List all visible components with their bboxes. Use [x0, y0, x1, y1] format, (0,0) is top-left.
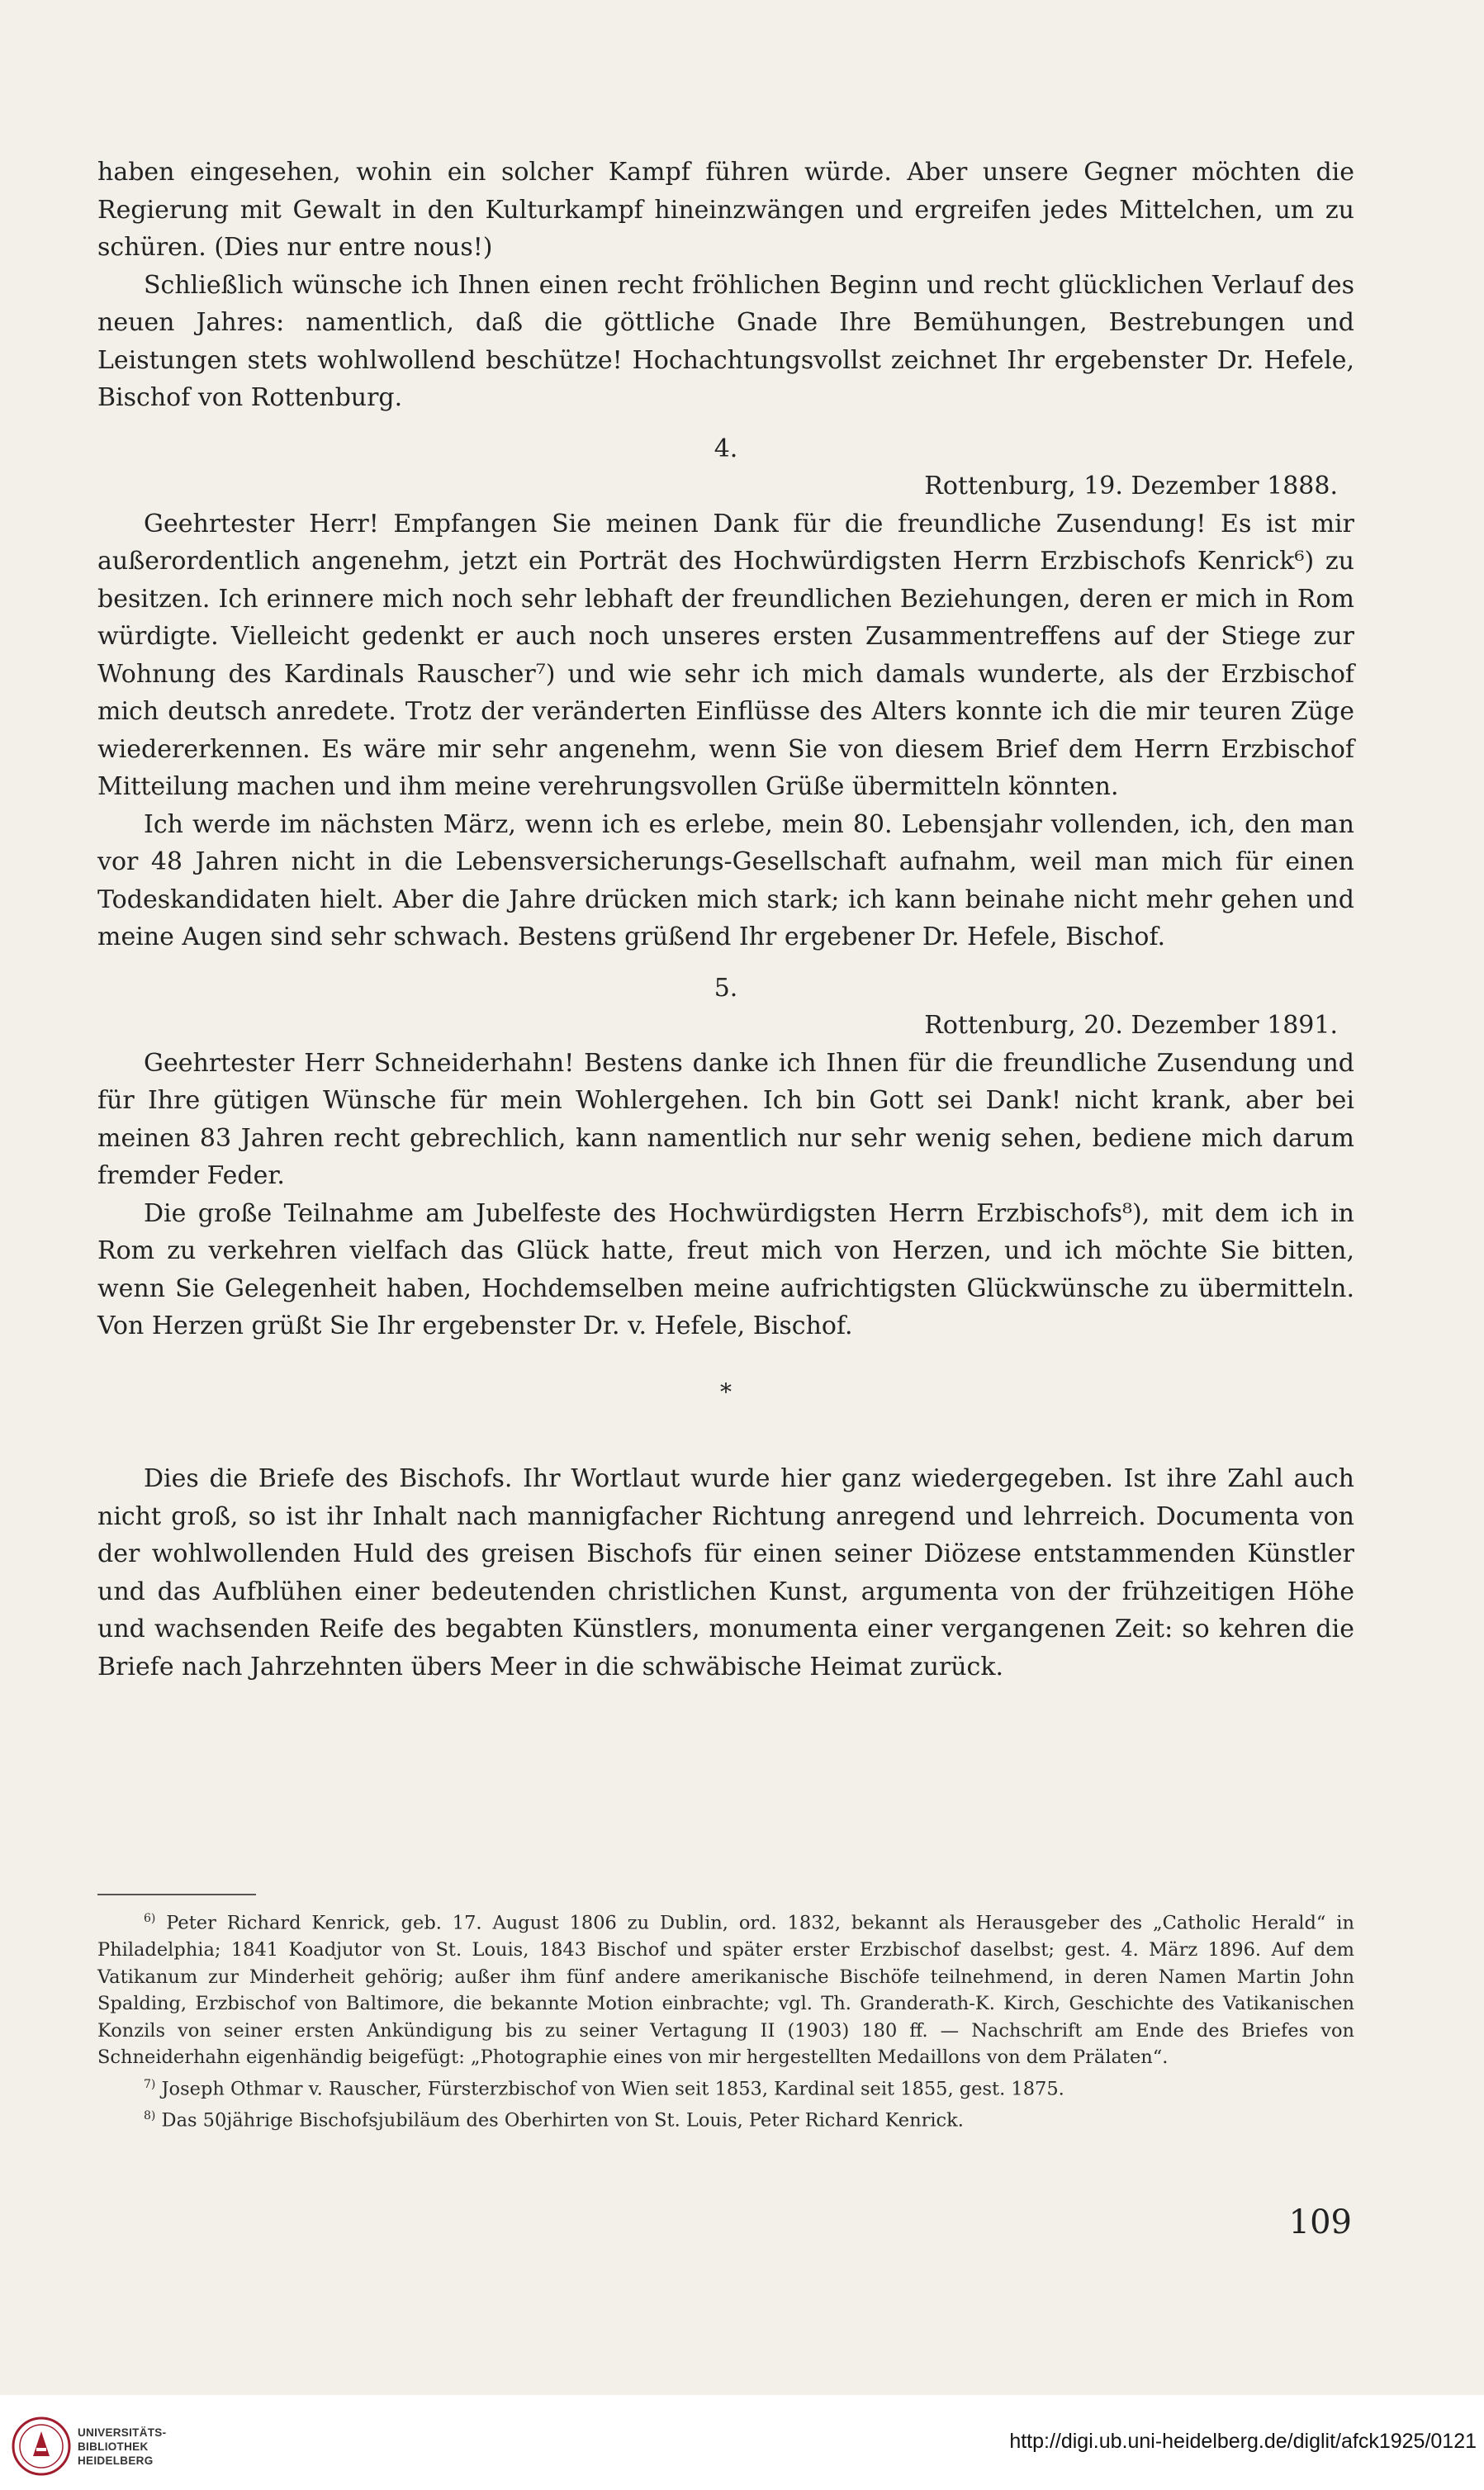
footnote — [97, 1905, 1354, 2071]
footnote — [97, 2071, 1354, 2103]
library-logo[interactable] — [12, 2412, 202, 2481]
footnote-text: Das 50jährige Bischofsjubiläum des Oberhirten von St. Louis, Peter Richard Kenrick. — [161, 2109, 964, 2131]
footnote — [97, 2103, 1354, 2134]
footnote-text: Joseph Othmar v. Rauscher, Fürsterzbischof von Wien seit 1853, Kardinal seit 1855, gest. 1875. — [161, 2078, 1064, 2099]
paragraph: Die große Teilnahme am Jubelfeste des Hochwürdigsten Herrn Erzbischofs⁸), mit dem ich in Rom zu verkehren vielfach das Glück hatte, freut mich von Herzen, und ich möchte Sie bitten, wenn Sie Gelegenheit haben, Hochdemselben meine aufrichtigsten Glückwünsche zu übermitteln. Von Herzen grüßt Sie Ihr ergebenster Dr. v. Hefele, Bischof. — [97, 1198, 1354, 1340]
main-text — [97, 154, 1354, 1686]
footnote-text: Peter Richard Kenrick, geb. 17. August 1806 zu Dublin, ord. 1832, bekannt als Herausgeber des „Catholic Herald“ in Philadelphia; 1841 Koadjutor von St. Louis, 1843 Bischof und später erster Erzbischof daselbst; gest. 4. März 1896. Auf dem Vatikanum zur Minderheit gehörig; außer ihm fünf andere amerikanische Bischöfe teilnehmend, in deren Namen Martin John Spalding, Erzbischof von Baltimore, die bekannte Motion einbrachte; vgl. Th. Granderath-K. Kirch, Geschichte des Vatikanischen Konzils von seiner ersten Ankündigung bis zu seiner Vertagung II (1903) 180 ff. — Nachschrift am Ende des Briefes von Schneiderhahn eigenhändig beigefügt: „Photographie eines von mir hergestellten Medaillons von dem Prälaten“. — [97, 1912, 1354, 2068]
paragraph: Dies die Briefe des Bischofs. Ihr Wortlaut wurde hier ganz wiedergegeben. Ist ihre Zahl auch nicht groß, so ist ihr Inhalt nach mannigfacher Richtung anregend und lehrreich. Documenta von der wohlwollenden Huld des greisen Bischofs für einen seiner Diözese entstammenden Künstler und das Aufblühen einer bedeutenden christlichen Kunst, argumenta von der frühzeitigen Höhe und wachsenden Reife des begabten Künstlers, monumenta einer vergangenen Zeit: so kehren die Briefe nach Jahrzehnten übers Meer in die schwäbische Heimat zurück. — [97, 1464, 1354, 1681]
page-number: 109 — [1288, 2203, 1352, 2241]
footnotes — [97, 1905, 1354, 2134]
paragraph: Geehrtester Herr! Empfangen Sie meinen Dank für die freundliche Zusendung! Es ist mir außerordentlich angenehm, jetzt ein Porträt des Hochwürdigsten Herrn Erzbischofs Kenrick⁶) zu besitzen. Ich erinnere mich noch sehr lebhaft der freundlichen Beziehungen, deren er mich in Rom würdigte. Vielleicht gedenkt er auch noch unseres ersten Zusammentreffens auf der Stiege zur Wohnung des Kardinals Rauscher⁷) und wie sehr ich mich damals wunderte, als der Erzbischof mich deutsch anredete. Trotz der veränderten Einflüsse des Alters konnte ich die mir teuren Züge wiedererkennen. Es wäre mir sehr angenehm, wenn Sie von diesem Brief dem Herrn Erzbischof Mitteilung machen und ihm meine verehrungsvollen Grüße übermitteln könnten. — [97, 509, 1354, 801]
letter-number: 5. — [714, 973, 738, 1003]
letter-number: 4. — [714, 434, 738, 463]
library-name: UNIVERSITÄTS- BIBLIOTHEK HEIDELBERG — [78, 2426, 167, 2467]
paragraph: Ich werde im nächsten März, wenn ich es erlebe, mein 80. Lebensjahr vollenden, ich, den man vor 48 Jahren nicht in die Lebensversicherungs-Gesellschaft aufnahm, weil man mich für einen Todeskandidaten hielt. Aber die Jahre drücken mich stark; ich kann beinahe nicht mehr gehen und meine Augen sind sehr schwach. Bestens grüßend Ihr ergebener Dr. Hefele, Bischof. — [97, 809, 1354, 951]
university-seal-icon — [12, 2416, 71, 2476]
paragraph: Geehrtester Herr Schneiderhahn! Bestens danke ich Ihnen für die freundliche Zusendung und für Ihre gütigen Wünsche für mein Wohlergehen. Ich bin Gott sei Dank! nicht krank, aber bei meinen 83 Jahren recht gebrechlich, kann namentlich nur sehr wenig sehen, bediene mich darum fremder Feder. — [97, 1048, 1354, 1190]
letter-place-date: Rottenburg, 20. Dezember 1891. — [924, 1011, 1338, 1040]
footnote-mark: 7) — [144, 2077, 156, 2091]
section-separator: * — [720, 1378, 732, 1406]
paragraph: Schließlich wünsche ich Ihnen einen recht fröhlichen Beginn und recht glücklichen Verlauf des neuen Jahres: namentlich, daß die göttliche Gnade Ihre Bemühungen, Bestrebungen und Leistungen stets wohlwollend beschütze! Hochachtungsvollst zeichnet Ihr ergebenster Dr. Hefele, Bischof von Rottenburg. — [97, 270, 1354, 412]
footnote-mark: 8) — [144, 2108, 156, 2122]
footnote-divider — [97, 1894, 256, 1895]
footnote-mark: 6) — [144, 1912, 156, 1925]
letter-place-date: Rottenburg, 19. Dezember 1888. — [924, 472, 1338, 500]
source-url-link[interactable]: http://digi.ub.uni-heidelberg.de/diglit/afck1925/0121 — [1009, 2430, 1477, 2453]
paragraph: haben eingesehen, wohin ein solcher Kampf führen würde. Aber unsere Gegner möchten die Regierung mit Gewalt in den Kulturkampf hineinzwängen und ergreifen jedes Mittelchen, um zu schüren. (Dies nur entre nous!) — [97, 158, 1354, 262]
